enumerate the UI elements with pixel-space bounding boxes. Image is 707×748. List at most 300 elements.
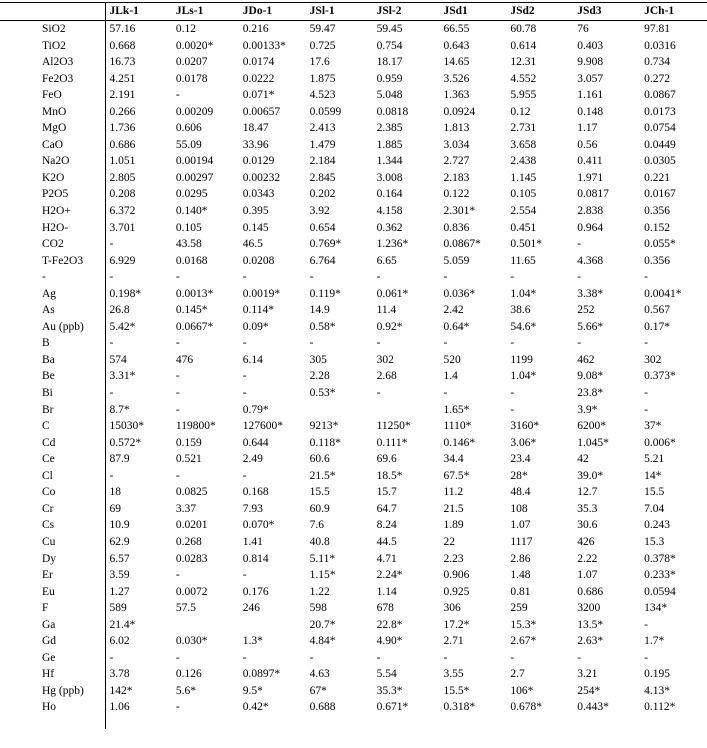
data-cell: - — [309, 337, 314, 350]
data-cell: - — [577, 337, 582, 350]
data-cell: 30.6 — [577, 519, 598, 532]
data-cell: 0.0283 — [175, 552, 208, 565]
row-label: Ho — [0, 699, 105, 716]
data-cell: 4.158 — [376, 205, 403, 218]
data-cell: 6.57 — [109, 552, 130, 565]
data-cell: 306 — [443, 602, 461, 615]
data-cell: 1.06 — [109, 701, 130, 714]
spacer-cell — [439, 716, 506, 729]
data-cell: 1.04* — [510, 287, 537, 300]
data-cell: 20.7* — [309, 618, 336, 631]
data-cell: 0.195 — [644, 668, 670, 681]
data-cell: 0.00297 — [175, 171, 214, 184]
data-cell: 0.105 — [175, 221, 202, 234]
data-cell: - — [175, 89, 180, 102]
data-cell: - — [109, 271, 114, 284]
data-cell: 0.688 — [309, 701, 336, 714]
data-cell: 0.0818 — [376, 105, 409, 118]
data-cell: 0.12 — [175, 23, 197, 35]
data-cell: 0.734 — [644, 56, 670, 69]
data-cell: 0.572* — [109, 436, 142, 449]
data-cell: 2.191 — [109, 89, 136, 102]
data-cell: 0.0207 — [175, 56, 208, 69]
data-cell: 13.5* — [577, 618, 604, 631]
data-cell: 4.523 — [309, 89, 336, 102]
data-cell: 2.67* — [510, 635, 537, 648]
data-cell: - — [644, 387, 648, 400]
data-cell: 0.0667* — [175, 320, 214, 333]
data-cell: 1.3* — [242, 635, 263, 648]
table-row — [0, 253, 707, 270]
data-cell: - — [644, 337, 648, 350]
data-cell: 3.06* — [510, 436, 537, 449]
row-label: Ce — [0, 451, 105, 468]
data-cell: 4.368 — [577, 254, 604, 267]
data-cell: 302 — [644, 353, 662, 366]
row-label: H2O- — [0, 220, 105, 237]
row-label: Co — [0, 484, 105, 501]
table-row — [0, 617, 707, 634]
data-cell: 142* — [109, 684, 133, 697]
data-cell: 6.02 — [109, 635, 130, 648]
data-cell — [239, 617, 306, 634]
data-cell: - — [577, 651, 582, 664]
data-cell: 15.7 — [376, 486, 397, 499]
data-cell: 0.266 — [109, 105, 136, 118]
data-cell: 4.251 — [109, 72, 136, 85]
data-cell: 252 — [577, 304, 595, 317]
data-cell: 0.00657 — [242, 105, 281, 118]
row-label: Hg (ppb) — [0, 683, 105, 700]
data-cell: 0.118* — [309, 436, 341, 449]
column-header: JCh-1 — [640, 3, 707, 21]
data-cell: 0.64* — [443, 320, 470, 333]
data-cell: 0.443* — [577, 701, 609, 714]
data-cell: 1.875 — [309, 72, 336, 85]
data-cell: 0.92* — [376, 320, 403, 333]
data-cell: 12.31 — [510, 56, 537, 69]
row-label: K2O — [0, 170, 105, 187]
row-label: MgO — [0, 120, 105, 137]
data-cell: 2.42 — [443, 304, 464, 317]
data-cell: 57.5 — [175, 602, 197, 615]
row-label: FeO — [0, 87, 105, 104]
data-cell: 0.0201 — [175, 519, 208, 532]
table-bottom-spacer — [0, 716, 707, 729]
data-cell: 0.606 — [175, 122, 202, 135]
spacer-cell — [573, 716, 640, 729]
data-cell: 0.112* — [644, 701, 676, 714]
table-row — [0, 38, 707, 55]
data-cell: 11.65 — [510, 254, 536, 267]
data-cell: 0.0449 — [644, 138, 676, 151]
table-row — [0, 534, 707, 551]
data-cell: 0.725 — [309, 39, 336, 52]
data-cell: 2.86 — [510, 552, 531, 565]
row-label: Hf — [0, 666, 105, 683]
data-cell: 26.8 — [109, 304, 130, 317]
data-cell: 2.845 — [309, 171, 336, 184]
data-cell: 1.813 — [443, 122, 470, 135]
data-cell: 9.08* — [577, 370, 604, 383]
row-label: Cd — [0, 435, 105, 452]
data-cell: 7.6 — [309, 519, 325, 532]
data-cell: - — [175, 337, 180, 350]
table-row — [0, 319, 707, 336]
data-cell: 0.030* — [175, 635, 208, 648]
data-cell: 0.403 — [577, 39, 604, 52]
data-cell: 259 — [510, 602, 528, 615]
data-cell: 62.9 — [109, 535, 130, 548]
data-cell: - — [510, 387, 515, 400]
data-cell: 0.0295 — [175, 188, 208, 201]
data-cell: 5.6* — [175, 684, 197, 697]
data-cell: 5.42* — [109, 320, 136, 333]
data-cell: 1.27 — [109, 585, 130, 598]
table-row — [0, 699, 707, 716]
data-cell: 0.356 — [644, 205, 670, 218]
row-label: P2O5 — [0, 186, 105, 203]
row-label: B — [0, 335, 105, 352]
data-cell: 0.145 — [242, 221, 269, 234]
data-cell: 0.671* — [376, 701, 409, 714]
data-cell: 0.0343 — [242, 188, 275, 201]
data-cell: 87.9 — [109, 453, 130, 466]
data-cell: 0.00209 — [175, 105, 214, 118]
data-cell: 0.243 — [644, 519, 670, 532]
data-cell: 69 — [109, 502, 121, 515]
data-cell: 10.9 — [109, 519, 130, 532]
data-cell: 0.070* — [242, 519, 275, 532]
data-cell: 2.838 — [577, 205, 604, 218]
data-cell: 0.643 — [443, 39, 470, 52]
data-cell: 69.6 — [376, 453, 397, 466]
data-cell: 6.14 — [242, 353, 263, 366]
data-cell: - — [309, 271, 314, 284]
row-label: Cl — [0, 468, 105, 485]
data-cell: 0.0867* — [443, 238, 481, 251]
data-cell: 246 — [242, 602, 261, 615]
data-cell: - — [242, 569, 247, 582]
data-cell: 9.908 — [577, 56, 604, 69]
data-cell: 0.644 — [242, 436, 269, 449]
table-row — [0, 269, 707, 286]
data-cell: 5.21 — [644, 453, 665, 466]
table-row — [0, 236, 707, 253]
column-header: JLk-1 — [105, 3, 172, 21]
row-label: Ba — [0, 352, 105, 369]
table-row — [0, 203, 707, 220]
data-cell: 59.45 — [376, 23, 403, 35]
data-cell: 76 — [577, 23, 589, 35]
data-cell: 254* — [577, 684, 601, 697]
data-cell: 3.658 — [510, 138, 537, 151]
row-label: H2O+ — [0, 203, 105, 220]
data-cell: 0.0072 — [175, 585, 208, 598]
data-cell: 57.16 — [109, 23, 136, 35]
data-cell: 0.964 — [577, 221, 604, 234]
data-cell — [306, 402, 373, 419]
data-cell: 0.668 — [109, 39, 136, 52]
data-cell: 35.3 — [577, 502, 598, 515]
data-cell: 0.208 — [109, 188, 136, 201]
data-cell: 39.0* — [577, 469, 604, 482]
data-cell: 1.04* — [510, 370, 537, 383]
data-cell: 2.385 — [376, 122, 403, 135]
data-cell: 59.47 — [309, 23, 336, 35]
data-cell: 11.2 — [443, 486, 464, 499]
data-cell: - — [242, 651, 247, 664]
data-cell: 0.0599 — [309, 105, 342, 118]
data-cell: 6.764 — [309, 254, 336, 267]
data-cell: - — [577, 238, 582, 251]
row-label: Eu — [0, 584, 105, 601]
table-row — [0, 170, 707, 187]
data-cell: 21.5 — [443, 502, 464, 515]
data-cell: 0.56 — [577, 138, 598, 151]
data-cell: 14.65 — [443, 56, 470, 69]
data-cell: 5.66* — [577, 320, 604, 333]
data-cell: 1.07 — [510, 519, 531, 532]
data-cell: 0.159 — [175, 436, 202, 449]
data-cell: 0.17* — [644, 320, 670, 333]
data-cell: 0.501* — [510, 238, 542, 251]
data-cell: - — [175, 370, 180, 383]
data-cell: - — [242, 469, 247, 482]
data-cell: - — [242, 387, 247, 400]
data-cell: 0.614 — [510, 39, 537, 52]
data-cell: 6.65 — [376, 254, 397, 267]
data-cell: 0.654 — [309, 221, 336, 234]
data-cell: 4.90* — [376, 635, 403, 648]
data-cell: - — [443, 387, 448, 400]
data-cell: 5.048 — [376, 89, 403, 102]
data-cell: 0.356 — [644, 254, 670, 267]
data-cell: 2.805 — [109, 171, 136, 184]
data-cell: 3200 — [577, 602, 601, 615]
data-cell: 0.567 — [644, 304, 670, 317]
table-row — [0, 302, 707, 319]
data-cell: 1.89 — [443, 519, 464, 532]
table-row — [0, 120, 707, 137]
data-cell: 1.14 — [376, 585, 397, 598]
data-cell: 7.93 — [242, 502, 263, 515]
data-cell: 0.0129 — [242, 155, 275, 168]
data-cell: 127600* — [242, 420, 284, 433]
spacer-cell — [640, 716, 707, 729]
data-cell: 18.47 — [242, 122, 269, 135]
data-cell: 2.71 — [443, 635, 464, 648]
data-cell: 48.4 — [510, 486, 531, 499]
table-row — [0, 484, 707, 501]
data-cell: 1.363 — [443, 89, 470, 102]
data-cell: 305 — [309, 353, 327, 366]
data-cell: 23.4 — [510, 453, 531, 466]
data-cell: 15.5 — [309, 486, 330, 499]
data-cell: - — [644, 271, 648, 284]
table-row — [0, 335, 707, 352]
data-cell: 108 — [510, 502, 528, 515]
data-cell: 1.7* — [644, 635, 665, 648]
data-cell: 0.0020* — [175, 39, 214, 52]
row-label: Fe2O3 — [0, 71, 105, 88]
data-cell: 574 — [109, 353, 127, 366]
data-cell: 0.006* — [644, 436, 676, 449]
row-label: Al2O3 — [0, 54, 105, 71]
row-label: Ag — [0, 286, 105, 303]
data-cell: 0.0041* — [644, 287, 682, 300]
data-cell: - — [443, 651, 448, 664]
data-cell: 589 — [109, 602, 127, 615]
data-cell: 2.554 — [510, 205, 537, 218]
data-cell: 134* — [644, 602, 668, 615]
data-cell: 0.00133* — [242, 39, 286, 52]
data-cell: 0.42* — [242, 701, 269, 714]
data-cell: - — [109, 337, 114, 350]
data-cell: - — [376, 651, 381, 664]
data-cell: 18.5* — [376, 469, 403, 482]
spacer-cell — [172, 716, 239, 729]
data-cell: 3.034 — [443, 138, 470, 151]
data-cell: 17.6 — [309, 56, 330, 69]
data-cell: 0.0013* — [175, 287, 214, 300]
data-cell: 0.769* — [309, 238, 342, 251]
data-cell: 37* — [644, 420, 662, 433]
data-cell: 1.41 — [242, 535, 263, 548]
data-cell: 14.9 — [309, 304, 330, 317]
data-cell: 2.413 — [309, 122, 336, 135]
data-cell: - — [109, 238, 114, 251]
row-label: Au (ppb) — [0, 319, 105, 336]
row-label: Cu — [0, 534, 105, 551]
data-cell: 1.22 — [309, 585, 330, 598]
data-cell: 2.731 — [510, 122, 537, 135]
data-cell: 0.411 — [577, 155, 603, 168]
data-cell: 21.4* — [109, 618, 136, 631]
data-cell: 1.17 — [577, 122, 598, 135]
table-row — [0, 584, 707, 601]
data-cell: 0.061* — [376, 287, 409, 300]
data-cell: 42 — [577, 453, 589, 466]
row-label: Er — [0, 567, 105, 584]
data-cell: - — [376, 387, 381, 400]
table-row — [0, 352, 707, 369]
data-cell: 3.59 — [109, 569, 130, 582]
spacer-cell — [105, 716, 172, 729]
data-cell: 2.22 — [577, 552, 598, 565]
data-cell: 1.145 — [510, 171, 537, 184]
row-label: As — [0, 302, 105, 319]
data-cell: 0.0178 — [175, 72, 208, 85]
row-label: Na2O — [0, 153, 105, 170]
table-row — [0, 153, 707, 170]
data-cell: 4.63 — [309, 668, 330, 681]
data-cell: 0.686 — [109, 138, 136, 151]
data-cell: 476 — [175, 353, 194, 366]
data-cell: 2.7 — [510, 668, 525, 681]
data-cell: - — [175, 403, 180, 416]
data-cell: - — [109, 469, 114, 482]
column-header: JSl-1 — [306, 3, 373, 21]
data-cell: 0.0897* — [242, 668, 281, 681]
data-cell: - — [242, 271, 247, 284]
data-cell: 0.373* — [644, 370, 676, 383]
data-cell: 22.8* — [376, 618, 403, 631]
data-cell: 0.959 — [376, 72, 403, 85]
data-cell: 0.221 — [644, 171, 670, 184]
data-cell: 0.148 — [577, 105, 604, 118]
row-label: TiO2 — [0, 38, 105, 55]
data-cell: 119800* — [175, 420, 216, 433]
row-label: Bi — [0, 385, 105, 402]
data-cell: 1.4 — [443, 370, 458, 383]
data-cell: 302 — [376, 353, 394, 366]
data-cell: 0.814 — [242, 552, 269, 565]
data-cell: 0.0316 — [644, 39, 676, 52]
data-cell: 11.4 — [376, 304, 397, 317]
column-header: JSl-2 — [373, 3, 440, 21]
row-label-column-header — [0, 3, 105, 21]
table-row — [0, 21, 707, 38]
data-cell: 8.7* — [109, 403, 130, 416]
data-cell: 46.5 — [242, 238, 263, 251]
data-cell: 3.9* — [577, 403, 598, 416]
table-row — [0, 517, 707, 534]
data-cell: 22 — [443, 535, 455, 548]
data-cell: 40.8 — [309, 535, 330, 548]
data-cell: 66.55 — [443, 23, 470, 35]
data-cell: 9213* — [309, 420, 339, 433]
data-cell: 2.301* — [443, 205, 476, 218]
data-cell: 520 — [443, 353, 461, 366]
data-cell: 6.372 — [109, 205, 136, 218]
data-cell: 38.6 — [510, 304, 531, 317]
data-cell: 3.31* — [109, 370, 136, 383]
table-row — [0, 435, 707, 452]
row-label: Cs — [0, 517, 105, 534]
row-label: Br — [0, 402, 105, 419]
row-label: F — [0, 600, 105, 617]
data-cell: 3.92 — [309, 205, 330, 218]
data-cell: 0.168 — [242, 486, 269, 499]
data-cell: 0.395 — [242, 205, 269, 218]
data-cell: 18 — [109, 486, 121, 499]
data-cell: 1.736 — [109, 122, 136, 135]
table-row — [0, 87, 707, 104]
data-cell: 60.9 — [309, 502, 330, 515]
data-cell — [373, 402, 440, 419]
data-cell: 0.925 — [443, 585, 470, 598]
data-cell: 0.0594 — [644, 585, 676, 598]
data-cell: 0.0825 — [175, 486, 208, 499]
data-cell: 43.58 — [175, 238, 202, 251]
data-cell: 0.071* — [242, 89, 275, 102]
data-cell: 0.202 — [309, 188, 336, 201]
data-cell: 0.164 — [376, 188, 403, 201]
row-label: - — [0, 269, 105, 286]
data-cell: 1.15* — [309, 569, 336, 582]
data-cell: 1.045* — [577, 436, 609, 449]
row-label: Be — [0, 368, 105, 385]
data-cell: 1110* — [443, 420, 472, 433]
data-cell: 0.0168 — [175, 254, 208, 267]
column-header: JSd3 — [573, 3, 640, 21]
data-cell: 0.81 — [510, 585, 531, 598]
data-cell: 3160* — [510, 420, 540, 433]
data-cell: 3.38* — [577, 287, 604, 300]
data-cell: 0.105 — [510, 188, 537, 201]
data-cell: - — [510, 403, 515, 416]
